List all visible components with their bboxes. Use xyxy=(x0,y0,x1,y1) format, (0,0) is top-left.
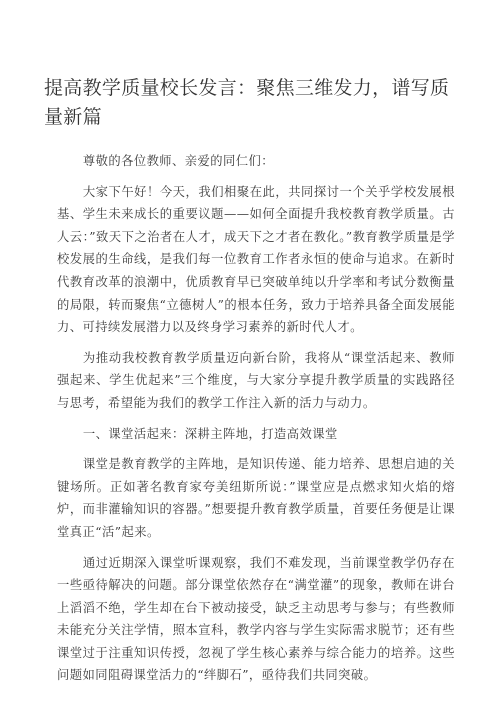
section-heading: 一、课堂活起来：深耕主阵地，打造高效课堂 xyxy=(82,426,338,441)
body-paragraph: 为推动我校教育教学质量迈向新台阶，我将从“课堂活起来、教师强起来、学生优起来”三个维度，与大家分享提升教学质量的实践路径与思考，希望能为我们的教学工作注入新的活力与动力。 xyxy=(57,350,455,410)
document-body xyxy=(57,150,455,687)
document-title: 提高教学质量校长发言：聚焦三维发力，谱写质量新篇 xyxy=(44,77,450,128)
body-paragraph: 大家下午好！今天，我们相聚在此，共同探讨一个关乎学校发展根基、学生未来成长的重要议题——如何全面提升我校教育教学质量。古人云：”致天下之治者在人才，成天下之才者在教化。”教育教学质量是学校发展的生命线，是我们每一位教育工作者永恒的使命与追求。在新时代教育改革的浪潮中，优质教育早已突破单纯以升学率和考试分数衡量的局限，转而聚焦“立德树人”的根本任务，致力于培养具备全面发展能力、可持续发展潜力以及终身学习素养的新时代人才。 xyxy=(57,184,455,335)
salutation-paragraph: 尊敬的各位教师、亲爱的同仁们： xyxy=(82,154,275,168)
body-paragraph: 通过近期深入课堂听课观察，我们不难发现，当前课堂教学仍存在一些亟待解决的问题。部分课堂依然存在“满堂灌”的现象，教师在讲台上滔滔不绝，学生却在台下被动接受，缺乏主动思考与参与；有些教师未能充分关注学情，照本宣科，教学内容与学生实际需求脱节；还有些课堂过于注重知识传授，忽视了学生核心素养与综合能力的培养。这些问题如同阻碍课堂活力的“绊脚石”，亟待我们共同突破。 xyxy=(57,555,455,683)
body-paragraph: 课堂是教育教学的主阵地，是知识传递、能力培养、思想启迪的关键场所。正如著名教育家夸美纽斯所说：”课堂应是点燃求知火焰的熔炉，而非灌输知识的容器。”想要提升教育教学质量，首要任务便是让课堂真正“活”起来。 xyxy=(57,457,455,539)
